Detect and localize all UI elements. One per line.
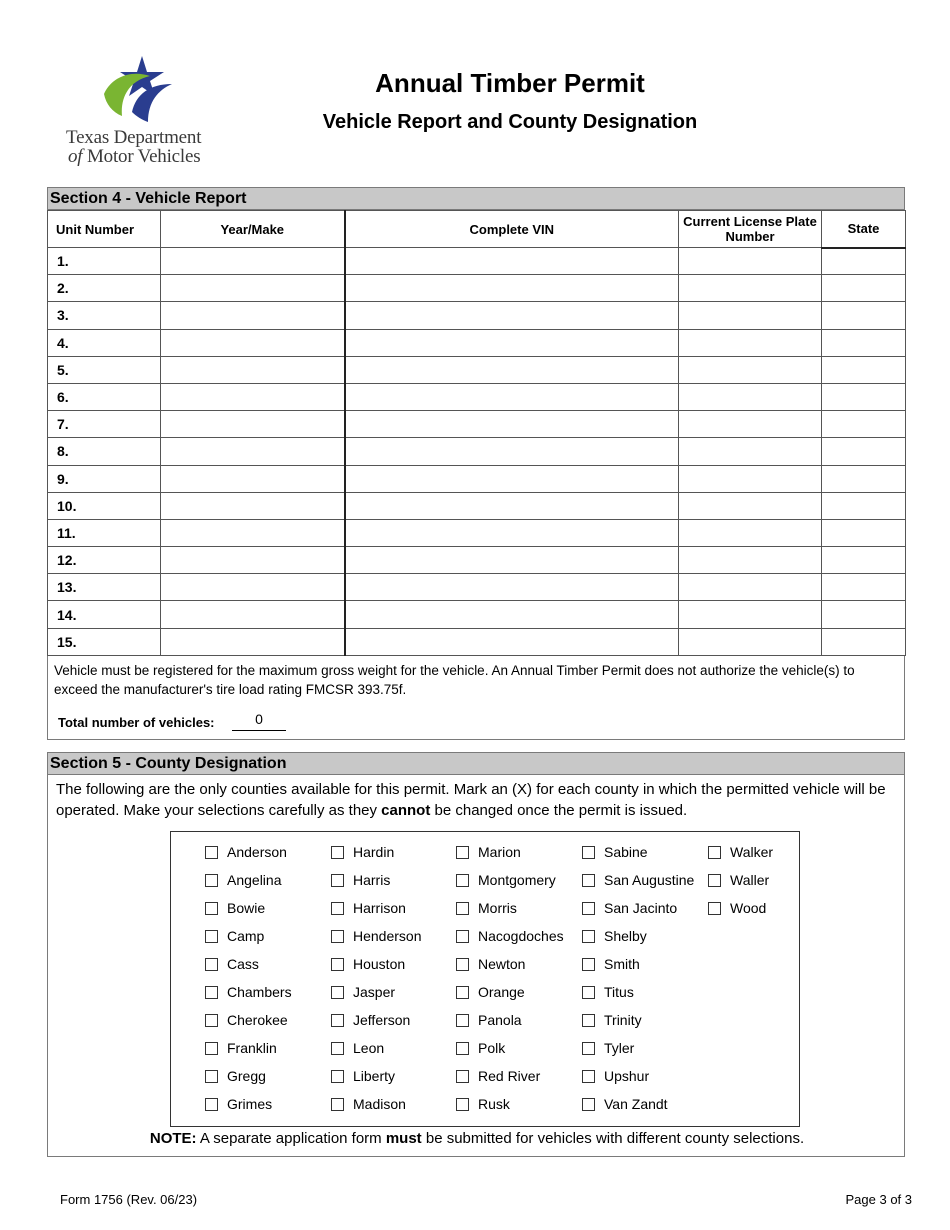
note-text: A separate application form (196, 1130, 386, 1147)
county-checkbox[interactable] (331, 846, 344, 859)
county-instructions-text: The following are the only counties available for this permit. Mark an (X) for each county in which the permitted vehicle will be operated. Make your selections carefully as they (56, 781, 886, 819)
county-label: Henderson (353, 928, 422, 944)
county-option[interactable] (205, 927, 264, 945)
county-option[interactable] (205, 843, 287, 861)
county-label: Panola (478, 1012, 522, 1028)
county-option[interactable] (708, 843, 773, 861)
license-plate-cell[interactable] (679, 248, 822, 275)
vehicle-note-box (47, 656, 905, 740)
vin-cell[interactable] (345, 302, 679, 329)
county-checklist (170, 831, 800, 1127)
vin-cell[interactable] (345, 628, 679, 655)
year-make-cell[interactable] (161, 356, 345, 383)
vin-cell[interactable] (345, 465, 679, 492)
vehicle-table (47, 210, 906, 656)
county-checkbox[interactable] (331, 1042, 344, 1055)
vehicle-row (48, 411, 906, 438)
year-make-cell[interactable] (161, 438, 345, 465)
state-cell[interactable] (822, 383, 906, 410)
county-checkbox[interactable] (205, 1042, 218, 1055)
year-make-cell[interactable] (161, 465, 345, 492)
county-option[interactable] (456, 955, 525, 973)
county-label: San Jacinto (604, 900, 678, 916)
year-make-cell[interactable] (161, 275, 345, 302)
unit-number-cell: 2. (48, 275, 161, 302)
county-checkbox[interactable] (582, 1070, 595, 1083)
state-cell[interactable] (822, 248, 906, 275)
unit-number-cell: 14. (48, 601, 161, 628)
county-label: Tyler (604, 1040, 635, 1056)
county-checkbox[interactable] (205, 958, 218, 971)
logo-text-line1: Texas Department (66, 127, 202, 148)
county-label: Anderson (227, 844, 287, 860)
county-option[interactable] (456, 927, 564, 945)
unit-number-cell: 5. (48, 356, 161, 383)
county-checkbox[interactable] (456, 1070, 469, 1083)
unit-number-cell: 15. (48, 628, 161, 655)
county-checkbox[interactable] (582, 874, 595, 887)
county-label: Angelina (227, 872, 282, 888)
license-plate-cell[interactable] (679, 601, 822, 628)
county-label: Wood (730, 900, 767, 916)
col-year-make: Year/Make (161, 211, 345, 248)
unit-number-cell: 3. (48, 302, 161, 329)
vin-cell[interactable] (345, 438, 679, 465)
county-checkbox[interactable] (205, 1098, 218, 1111)
county-option[interactable] (582, 843, 648, 861)
unit-number-cell: 4. (48, 329, 161, 356)
county-checkbox[interactable] (708, 846, 721, 859)
county-label: Jefferson (353, 1012, 411, 1028)
vehicle-row (48, 275, 906, 302)
county-option[interactable] (331, 899, 406, 917)
county-option[interactable] (331, 843, 394, 861)
county-checkbox[interactable] (456, 874, 469, 887)
county-option[interactable] (582, 927, 647, 945)
vehicle-table-header (48, 211, 906, 248)
txdmv-logo (64, 52, 224, 168)
county-option[interactable] (205, 1067, 266, 1085)
state-cell[interactable] (822, 547, 906, 574)
county-checkbox[interactable] (331, 958, 344, 971)
county-option[interactable] (331, 955, 405, 973)
county-option[interactable] (456, 1067, 540, 1085)
vin-cell[interactable] (345, 547, 679, 574)
vin-cell[interactable] (345, 411, 679, 438)
county-label: Red River (478, 1068, 541, 1084)
section4-vehicle-report (47, 187, 905, 740)
county-option[interactable] (205, 983, 292, 1001)
year-make-cell[interactable] (161, 547, 345, 574)
section4-heading: Section 4 - Vehicle Report (47, 187, 905, 210)
county-label: Camp (227, 928, 265, 944)
vin-cell[interactable] (345, 356, 679, 383)
county-label: Walker (730, 844, 774, 860)
col-state: State (822, 211, 906, 248)
county-option[interactable] (205, 1039, 277, 1057)
county-checkbox[interactable] (456, 958, 469, 971)
license-plate-cell[interactable] (679, 356, 822, 383)
county-instructions-tail: be changed once the permit is issued. (430, 802, 688, 819)
county-checkbox[interactable] (205, 902, 218, 915)
license-plate-cell[interactable] (679, 383, 822, 410)
license-plate-cell[interactable] (679, 275, 822, 302)
section5-body (47, 775, 905, 1157)
vin-cell[interactable] (345, 492, 679, 519)
note-text-tail: be submitted for vehicles with different county selections. (421, 1130, 805, 1147)
year-make-cell[interactable] (161, 519, 345, 546)
license-plate-cell[interactable] (679, 438, 822, 465)
note-emphasis: must (385, 1130, 422, 1147)
year-make-cell[interactable] (161, 329, 345, 356)
county-note (48, 1130, 906, 1147)
total-vehicles-field[interactable]: 0 (232, 710, 286, 731)
county-option[interactable] (331, 983, 395, 1001)
state-cell[interactable] (822, 275, 906, 302)
year-make-cell[interactable] (161, 628, 345, 655)
county-label: Madison (353, 1096, 406, 1112)
vehicle-row (48, 519, 906, 546)
license-plate-cell[interactable] (679, 465, 822, 492)
unit-number-cell: 9. (48, 465, 161, 492)
vin-cell[interactable] (345, 383, 679, 410)
county-checkbox[interactable] (205, 846, 218, 859)
county-option[interactable] (456, 983, 525, 1001)
county-checkbox[interactable] (205, 930, 218, 943)
county-label: Trinity (604, 1012, 642, 1028)
county-checkbox[interactable] (331, 986, 344, 999)
county-checkbox[interactable] (331, 902, 344, 915)
vin-cell[interactable] (345, 601, 679, 628)
vehicle-row (48, 492, 906, 519)
logo-text-motor-vehicles: Motor Vehicles (86, 146, 201, 167)
state-cell[interactable] (822, 411, 906, 438)
county-label: Smith (604, 956, 640, 972)
section5-heading: Section 5 - County Designation (47, 752, 905, 775)
vin-cell[interactable] (345, 329, 679, 356)
county-option[interactable] (205, 871, 282, 889)
year-make-cell[interactable] (161, 302, 345, 329)
state-cell[interactable] (822, 356, 906, 383)
county-option[interactable] (708, 871, 769, 889)
county-label: Waller (730, 872, 770, 888)
state-cell[interactable] (822, 465, 906, 492)
county-checkbox[interactable] (456, 1098, 469, 1111)
county-option[interactable] (205, 1095, 272, 1113)
county-option[interactable] (205, 899, 265, 917)
county-label: Rusk (478, 1096, 510, 1112)
county-checkbox[interactable] (708, 902, 721, 915)
vehicle-row (48, 438, 906, 465)
county-option[interactable] (582, 1039, 634, 1057)
vin-cell[interactable] (345, 519, 679, 546)
county-label: Orange (478, 984, 525, 1000)
county-checkbox[interactable] (205, 986, 218, 999)
county-option[interactable] (331, 1067, 395, 1085)
page-number: Page 3 of 3 (845, 1192, 912, 1207)
unit-number-cell: 13. (48, 574, 161, 601)
state-cell[interactable] (822, 519, 906, 546)
unit-number-cell: 7. (48, 411, 161, 438)
county-label: Nacogdoches (478, 928, 564, 944)
vehicle-row (48, 383, 906, 410)
county-checkbox[interactable] (708, 874, 721, 887)
county-checkbox[interactable] (582, 930, 595, 943)
county-checkbox[interactable] (331, 930, 344, 943)
vehicle-registration-note: Vehicle must be registered for the maximum gross weight for the vehicle. An Annual Timber Permit does not authorize the vehicle(s) to exceed the manufacturer's tire load rating FMCSR 393.75f. (54, 662, 855, 697)
license-plate-cell[interactable] (679, 329, 822, 356)
section5-county-designation (47, 752, 905, 1157)
unit-number-cell: 12. (48, 547, 161, 574)
county-checkbox[interactable] (331, 874, 344, 887)
county-checkbox[interactable] (582, 1098, 595, 1111)
county-checkbox[interactable] (456, 1014, 469, 1027)
county-checkbox[interactable] (456, 930, 469, 943)
license-plate-cell[interactable] (679, 411, 822, 438)
unit-number-cell: 1. (48, 248, 161, 275)
county-label: Van Zandt (604, 1096, 668, 1112)
county-checkbox[interactable] (582, 1042, 595, 1055)
county-label: San Augustine (604, 872, 695, 888)
county-label: Bowie (227, 900, 266, 916)
county-option[interactable] (582, 871, 694, 889)
county-checkbox[interactable] (331, 1014, 344, 1027)
vin-cell[interactable] (345, 248, 679, 275)
page-title: Annual Timber Permit (375, 68, 645, 98)
county-checkbox[interactable] (331, 1070, 344, 1083)
county-option[interactable] (456, 843, 521, 861)
county-label: Chambers (227, 984, 292, 1000)
county-option[interactable] (331, 927, 422, 945)
county-label: Harrison (353, 900, 406, 916)
vehicle-row (48, 356, 906, 383)
county-option[interactable] (582, 1095, 668, 1113)
county-label: Upshur (604, 1068, 650, 1084)
county-option[interactable] (708, 899, 766, 917)
county-checkbox[interactable] (456, 986, 469, 999)
col-unit-number: Unit Number (48, 211, 161, 248)
county-option[interactable] (456, 871, 556, 889)
vehicle-row (48, 329, 906, 356)
unit-number-cell: 6. (48, 383, 161, 410)
unit-number-cell: 11. (48, 519, 161, 546)
state-cell[interactable] (822, 438, 906, 465)
vehicle-row (48, 574, 906, 601)
county-label: Jasper (353, 984, 396, 1000)
unit-number-cell: 8. (48, 438, 161, 465)
year-make-cell[interactable] (161, 574, 345, 601)
county-label: Montgomery (478, 872, 556, 888)
vehicle-row (48, 601, 906, 628)
license-plate-cell[interactable] (679, 519, 822, 546)
license-plate-cell[interactable] (679, 628, 822, 655)
state-cell[interactable] (822, 329, 906, 356)
license-plate-cell[interactable] (679, 302, 822, 329)
county-option[interactable] (582, 899, 677, 917)
county-label: Morris (478, 900, 517, 916)
county-label: Shelby (604, 928, 647, 944)
county-option[interactable] (582, 955, 640, 973)
county-option[interactable] (456, 1011, 522, 1029)
year-make-cell[interactable] (161, 248, 345, 275)
state-cell[interactable] (822, 492, 906, 519)
county-checkbox[interactable] (456, 846, 469, 859)
vehicle-row (48, 248, 906, 275)
county-instructions (56, 779, 896, 821)
county-instructions-emphasis: cannot (381, 802, 431, 819)
logo-text-line2 (68, 146, 200, 168)
county-label: Sabine (604, 844, 648, 860)
county-label: Cherokee (227, 1012, 288, 1028)
vehicle-row (48, 465, 906, 492)
county-option[interactable] (331, 1095, 406, 1113)
county-label: Hardin (353, 844, 395, 860)
county-label: Franklin (227, 1040, 277, 1056)
county-option[interactable] (582, 1067, 649, 1085)
col-license-plate: Current License Plate Number (679, 211, 822, 248)
total-vehicles-label: Total number of vehicles: (58, 714, 215, 730)
vehicle-row (48, 628, 906, 655)
note-label: NOTE: (149, 1130, 197, 1147)
county-checkbox[interactable] (582, 846, 595, 859)
county-option[interactable] (331, 871, 390, 889)
year-make-cell[interactable] (161, 383, 345, 410)
vehicle-row (48, 547, 906, 574)
vin-cell[interactable] (345, 275, 679, 302)
year-make-cell[interactable] (161, 411, 345, 438)
license-plate-cell[interactable] (679, 547, 822, 574)
year-make-cell[interactable] (161, 601, 345, 628)
county-checkbox[interactable] (582, 958, 595, 971)
county-checkbox[interactable] (456, 1042, 469, 1055)
county-option[interactable] (582, 1011, 642, 1029)
county-option[interactable] (331, 1011, 410, 1029)
state-cell[interactable] (822, 302, 906, 329)
year-make-cell[interactable] (161, 492, 345, 519)
county-option[interactable] (582, 983, 634, 1001)
county-label: Gregg (227, 1068, 266, 1084)
county-checkbox[interactable] (582, 986, 595, 999)
license-plate-cell[interactable] (679, 574, 822, 601)
form-number: Form 1756 (Rev. 06/23) (60, 1192, 198, 1207)
county-label: Cass (227, 956, 259, 972)
county-label: Titus (604, 984, 634, 1000)
license-plate-cell[interactable] (679, 492, 822, 519)
county-label: Harris (353, 872, 391, 888)
county-option[interactable] (205, 955, 259, 973)
county-label: Leon (353, 1040, 385, 1056)
county-option[interactable] (331, 1039, 384, 1057)
county-checkbox[interactable] (331, 1098, 344, 1111)
county-label: Polk (478, 1040, 506, 1056)
state-cell[interactable] (822, 601, 906, 628)
county-checkbox[interactable] (582, 1014, 595, 1027)
county-label: Marion (478, 844, 521, 860)
county-option[interactable] (205, 1011, 288, 1029)
star-swoosh-logo-icon (102, 54, 180, 126)
vin-cell[interactable] (345, 574, 679, 601)
county-label: Houston (353, 956, 406, 972)
vehicle-row (48, 302, 906, 329)
county-checkbox[interactable] (205, 874, 218, 887)
county-option[interactable] (456, 899, 517, 917)
state-cell[interactable] (822, 628, 906, 655)
logo-text-of: of (68, 146, 83, 167)
unit-number-cell: 10. (48, 492, 161, 519)
page-subtitle: Vehicle Report and County Designation (322, 111, 698, 133)
county-option[interactable] (456, 1095, 510, 1113)
county-option[interactable] (456, 1039, 505, 1057)
county-label: Grimes (227, 1096, 273, 1112)
county-checkbox[interactable] (456, 902, 469, 915)
county-checkbox[interactable] (205, 1014, 218, 1027)
county-checkbox[interactable] (205, 1070, 218, 1083)
col-complete-vin: Complete VIN (345, 211, 679, 248)
state-cell[interactable] (822, 574, 906, 601)
county-checkbox[interactable] (582, 902, 595, 915)
county-label: Newton (478, 956, 526, 972)
county-label: Liberty (353, 1068, 396, 1084)
